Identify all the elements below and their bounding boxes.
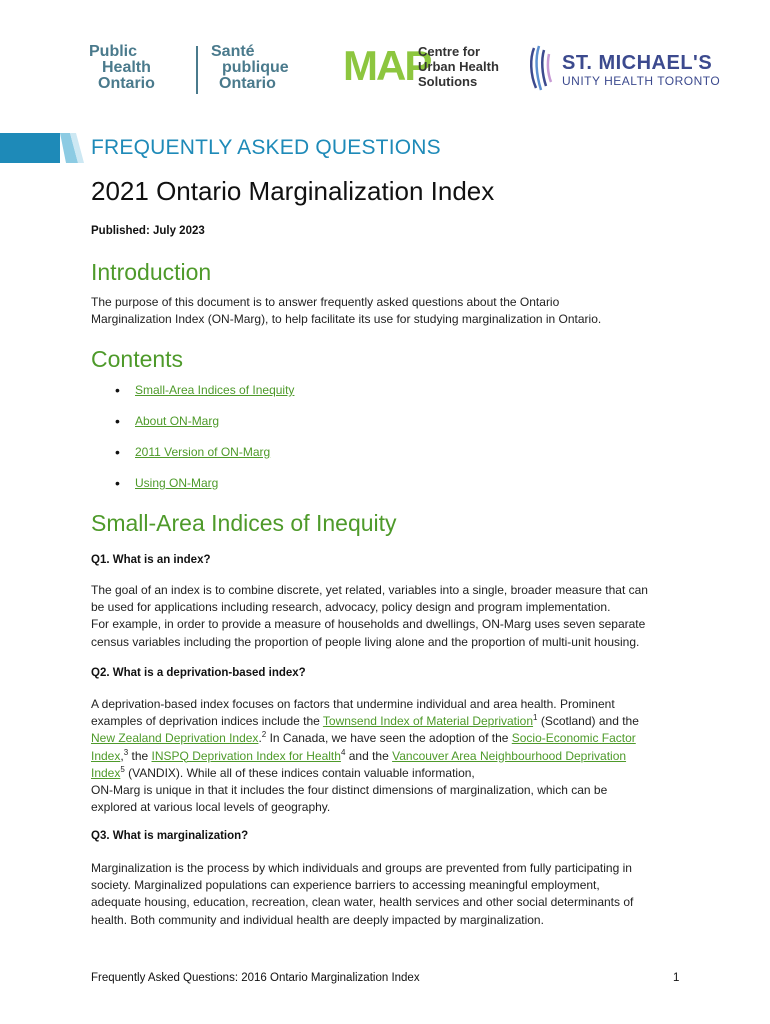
list-item [91, 406, 294, 437]
list-item [91, 437, 294, 468]
contents-heading: Contents [91, 346, 184, 372]
sefi-link-cont[interactable]: Index [91, 748, 121, 763]
section-heading: Small-Area Indices of Inequity [91, 510, 397, 536]
contents-list [91, 375, 294, 499]
answer-2: A deprivation-based index focuses on factors that undermine individual and area health. Prominent examples of deprivation indices include the Townsend Index of Material Deprivation$^1$ (Scotland) and the New Zealand Deprivation Index.$^2$ In Canada, we have seen the adoption of the Socio-Economic Factor Index,$^3$ the INSPQ Deprivation Index for Health$^4$ and the Vancouver Area Neighbourhood Deprivation Index$^5$ (VANDIX). While all of these indices contain valuable information, ON-Marg is unique in that it includes the four distinct dimensions of marginalization, which can be explored at various local levels of geography. [91, 697, 639, 815]
question-3: Q3. What is marginalization? [91, 830, 249, 842]
nz-deprivation-link[interactable]: New Zealand Deprivation Index [91, 731, 259, 746]
page-number: 1 [673, 972, 680, 984]
vandix-link-cont[interactable]: Index [91, 765, 121, 780]
answer-1: The goal of an index is to combine discrete, yet related, variables into a single, broader measure that can be used for applications including research, advocacy, policy design and program implementation. For example, in order to provide a measure of households and dwellings, ON-Marg uses seven separate census variables including the proportion of people living alone and the proportion of multi-unit housing. [91, 583, 648, 649]
list-item [91, 375, 294, 406]
question-1: Q1. What is an index? [91, 554, 211, 566]
intro-heading: Introduction [91, 259, 212, 285]
pho-logo-fr: Santé publique Ontario [211, 43, 289, 92]
page-title: 2021 Ontario Marginalization Index [91, 176, 495, 206]
published-date: Published: July 2023 [91, 225, 205, 237]
toc-link[interactable]: Small-Area Indices of Inequity [135, 383, 295, 397]
faq-label: FREQUENTLY ASKED QUESTIONS [91, 136, 441, 159]
sefi-link[interactable]: Socio-Economic Factor [511, 731, 636, 746]
smh-logo-icon [528, 44, 554, 92]
list-item [91, 468, 294, 499]
logo-bar [0, 40, 770, 100]
pho-logo-en: Public Health Ontario [89, 43, 155, 92]
answer-3: Marginalization is the process by which individuals and groups are prevented from fully participating in society. Marginalized populations can experience barriers to accessing meaningful employment, adequate housing, education, recreation, clean water, health services and other social determinants of health. Both community and individual health are deeply impacted by marginalization. [91, 861, 634, 927]
toc-link[interactable]: Using ON-Marg [135, 476, 219, 490]
header-stripe [0, 133, 84, 163]
toc-link[interactable]: 2011 Version of ON-Marg [135, 445, 271, 459]
map-logo-mark: MAP [343, 42, 431, 89]
question-2: Q2. What is a deprivation-based index? [91, 667, 306, 679]
map-logo-text: Centre for Urban Health Solutions [418, 44, 499, 89]
logo-divider [196, 46, 198, 94]
vandix-link[interactable]: Vancouver Area Neighbourhood Deprivation [392, 748, 627, 763]
intro-text: The purpose of this document is to answer frequently asked questions about the Ontario Marginalization Index (ON-Marg), to help facilitate its use for studying marginalization in Ontario. [91, 295, 602, 327]
smh-logo-text: ST. MICHAEL'S UNITY HEALTH TORONTO [562, 52, 721, 88]
inspq-link[interactable]: INSPQ Deprivation Index for Health [151, 748, 341, 763]
toc-link[interactable]: About ON-Marg [135, 414, 220, 428]
page-footer: Frequently Asked Questions: 2016 Ontario Marginalization Index [91, 972, 420, 984]
townsend-link[interactable]: Townsend Index of Material Deprivation [322, 714, 534, 729]
